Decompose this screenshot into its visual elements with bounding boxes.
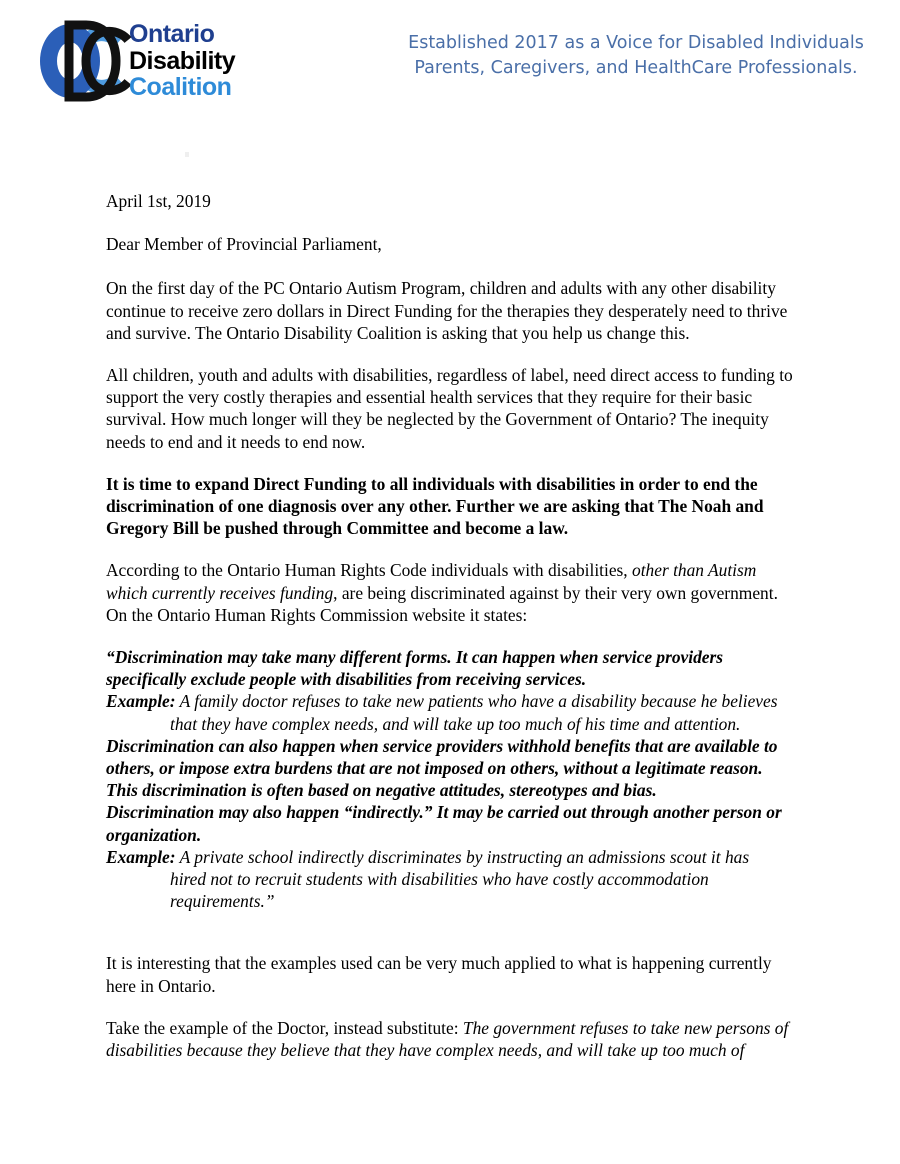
odc-monogram-icon xyxy=(36,20,132,102)
page-artifact-speck xyxy=(185,152,189,157)
paragraph-human-rights-code xyxy=(106,559,798,626)
example-1-label: Example: xyxy=(106,691,176,712)
quote-line-forms: “Discrimination may take many different forms. It can happen when service providers specifically exclude people with disabilities from receiving services. xyxy=(106,647,724,690)
example-2-text-line-1: A private school indirectly discriminates by instructing an admissions scout it has xyxy=(175,846,750,867)
letterhead xyxy=(0,0,900,125)
logo-word-disability: Disability xyxy=(129,46,236,75)
tagline-line-2: Parents, Caregivers, and HealthCare Professionals. xyxy=(414,58,858,78)
hrc-text-italic: other than Autism which currently receives funding xyxy=(106,560,757,603)
paragraph-examples-apply: It is interesting that the examples used can be very much applied to what is happening currently here in Ontario. xyxy=(106,953,772,996)
tagline-line-1: Established 2017 as a Voice for Disabled Individuals xyxy=(408,33,864,53)
example-2-label: Example: xyxy=(106,846,176,867)
logo-word-ontario: Ontario xyxy=(129,20,215,48)
example-2-text-line-3: requirements.” xyxy=(170,891,275,912)
paragraph-opening: On the first day of the PC Ontario Autism Program, children and adults with any other disability continue to receive zero dollars in Direct Funding for the therapies they desperately need to thrive and survive. The Ontario Disability Coalition is asking that you help us change this. xyxy=(106,278,788,343)
example-2-text-line-2: hired not to recruit students with disabilities who have costly accommodation xyxy=(170,869,709,890)
spacer xyxy=(106,932,798,952)
ohrc-quotation xyxy=(106,646,798,912)
letter-salutation: Dear Member of Provincial Parliament, xyxy=(106,234,382,255)
example-1-text-line-1: A family doctor refuses to take new patients who have a disability because he believes xyxy=(175,691,778,712)
paragraph-funding-need: All children, youth and adults with disabilities, regardless of label, need direct access to funding to support the very costly therapies and essential health services that they require for their basic survival. How much longer will they be neglected by the Government of Ontario? The inequity needs to end and it needs to end now. xyxy=(106,365,793,452)
paragraph-doctor-substitute xyxy=(106,1017,798,1061)
letter-body xyxy=(106,190,798,1061)
substitute-text-part-1: Take the example of the Doctor, instead substitute: xyxy=(106,1017,463,1038)
paragraph-call-to-action: It is time to expand Direct Funding to all individuals with disabilities in order to end the discrimination of one diagnosis over any other. Further we are asking that The Noah and Gregory Bill be pushed through Committee and become a law. xyxy=(106,473,764,539)
quote-example-1 xyxy=(106,690,798,734)
quote-example-2 xyxy=(106,846,798,913)
letter-date: April 1st, 2019 xyxy=(106,191,211,211)
substitute-text-italic: The government refuses to take new persons of disabilities because they believe that they have complex needs, and will take up too much of xyxy=(106,1017,789,1061)
logo-word-coalition: Coalition xyxy=(129,73,232,101)
quote-line-indirect: Discrimination may also happen “indirectly.” It may be carried out through another person or organization. xyxy=(106,802,782,845)
logo-wordmark xyxy=(129,21,235,101)
example-1-text-line-2: that they have complex needs, and will take up too much of his time and attention. xyxy=(170,713,741,734)
hrc-text-part-2: , are being discriminated against by their very own government. On the Ontario Human Rights Commission website it states: xyxy=(106,582,778,625)
organization-tagline xyxy=(396,31,876,81)
quote-line-withhold-benefits: Discrimination can also happen when service providers withhold benefits that are available to others, or impose extra burdens that are not imposed on others, without a legitimate reason. This discrimination is often based on negative attitudes, stereotypes and bias. xyxy=(106,735,778,801)
organization-logo xyxy=(36,18,286,108)
hrc-text-part-1: According to the Ontario Human Rights Code individuals with disabilities, xyxy=(106,560,633,581)
